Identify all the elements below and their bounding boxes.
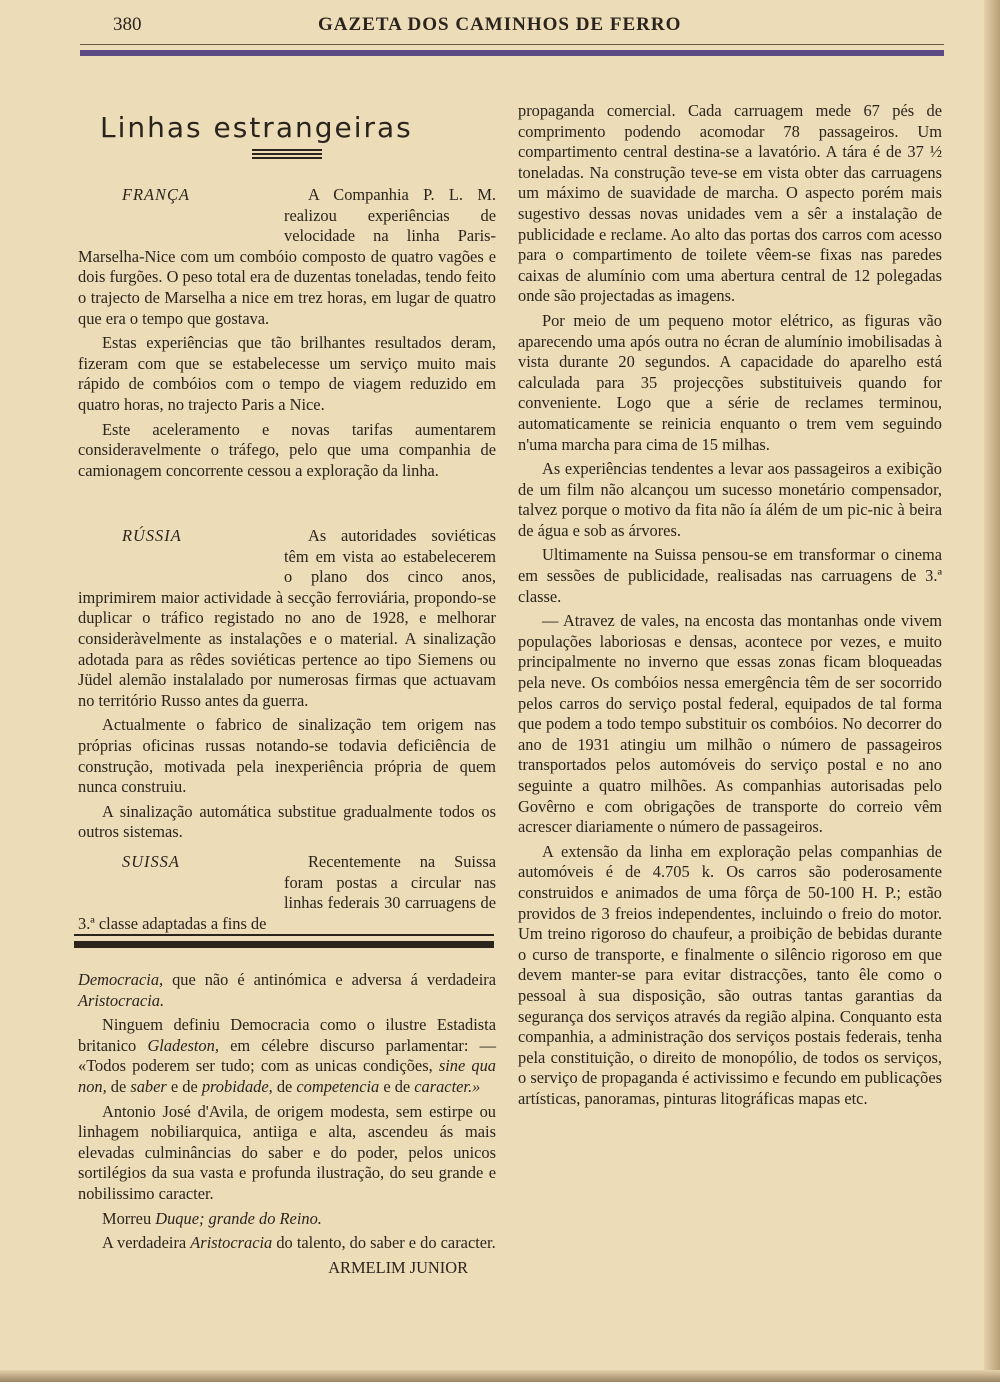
russia-paragraph-1: As autoridades soviéticas têm em vista ao estabelecerem o plano dos cinco anos, imprimirem maior actividade à secção ferroviária, propondo-se duplicar o tráfico registado no ano de 1928, e melhorar consideràvelmente as instalações e o material. A sinalização adotada para as rêdes soviéticas pertence ao tipo Siemens ou Jüdel alemão instalalado por numerosas firmas que actuavam no território Russo antes da guerra. bbox=[78, 526, 496, 710]
text-run: A verdadeira bbox=[102, 1233, 191, 1253]
right-paragraph-6: A extensão da linha em exploração pelas companhias de automóveis é de 4.705 k. Os carros são poderosamente construidos e animados de uma fôrça de 50-100 H. P.; estão providos de 3 freios independentes, incluindo o freio do motor. Um treino rigoroso do chaufeur, a proibição de bebidas durante o curso de transporte, e finalmente o silêncio rigoroso em que devem manter-se para evitar distracções, tanto êle como o pessoal à sua disposição, são outras tantas garantias da segurança dos serviços através da região alpina. Conquanto esta companhia, a administração dos serviços postais federais, tenha pela constituição, o direito de monopólio, de todos os serviços, o serviço de propaganda é activissimo e fecundo em publicações artísticas, panoramas, pinturas litográficas mapas etc. bbox=[518, 841, 942, 1108]
page-header bbox=[0, 0, 1000, 60]
italic-term: Democracia, bbox=[78, 970, 164, 989]
text-run: e de bbox=[166, 1076, 202, 1096]
right-paragraph-3: As experiências tendentes a levar aos passageiros a exibição de um film não alcançou um sucesso monetário compensador, talvez porque o motivo da fita não ía álém de um pic-nic à beira de água e sob as árvores. bbox=[518, 459, 942, 540]
article-democracia bbox=[78, 970, 496, 1278]
article-divider-rule bbox=[74, 934, 494, 952]
france-paragraph-2: Estas experiências que tão brilhantes resultados deram, fizeram com que se estabelecesse um serviço muito mais rápido de combóios com o tempo de viagem reduzido em quatro horas, no trajecto Paris a Nice. bbox=[78, 333, 496, 414]
text-run: Ninguem definiu Democracia como o ilustre Estadista britanico bbox=[78, 1015, 496, 1055]
journal-title: GAZETA DOS CAMINHOS DE FERRO bbox=[318, 14, 682, 35]
text-run: que não é antinómica e adversa á verdadeira bbox=[163, 970, 496, 989]
text-run: Morreu bbox=[102, 1208, 156, 1228]
text-run: em célebre discurso parlamentar: — «Todos poderem ser tudo; com as unicas condições, bbox=[78, 1035, 496, 1076]
page-number: 380 bbox=[113, 14, 142, 35]
right-paragraph-2: Por meio de um pequeno motor elétrico, as figuras vão aparecendo uma após outra no écran de alumínio imobilisadas à vista durante 20 segundos. A capacidade do aparelho está calculada para 35 projecções substituiveis quando for conveniente. Logo que a série de reclames terminou, automaticamente se reinicia enquanto o trem vem seguindo n'uma marcha para cima de 15 milhas. bbox=[518, 310, 942, 454]
article-russia bbox=[78, 526, 496, 843]
right-paragraph-1: propaganda comercial. Cada carruagem mede 67 pés de comprimento podendo acomodar 78 passageiros. Um compartimento central destina-se a lavatório. A tára é de 37 ½ toneladas. Na construção teve-se em vista obter das carruagens um máximo de suavidade de marcha. O aspecto porém mais sugestivo dessas novas unidades vem a sêr a instalação de publicidade e reclame. Ao alto das portas dos carros com acesso para o compartimento de toilete vêem-se fixas nas paredes caixas de alumínio com uma abertura central de 12 polegadas onde são projectadas as imagens. bbox=[518, 101, 942, 306]
suissa-paragraph-1: Recentemente na Suissa foram postas a circular nas linhas federais 30 carruagens de 3.ª classe adaptadas a fins de bbox=[78, 852, 496, 933]
page-bottom-shadow bbox=[0, 1370, 1000, 1382]
italic-term: sine qua non, bbox=[78, 1056, 496, 1096]
country-label-russia: RÚSSIA bbox=[122, 526, 182, 545]
democracia-paragraph-4 bbox=[78, 1209, 496, 1230]
country-label-france: FRANÇA bbox=[122, 185, 190, 204]
text-run: do talento, do saber e do caracter. bbox=[272, 1233, 496, 1253]
italic-term: caracter.» bbox=[414, 1076, 481, 1096]
italic-term: Gladeston, bbox=[147, 1035, 219, 1055]
country-label-suissa: SUISSA bbox=[122, 852, 180, 871]
democracia-paragraph-5 bbox=[78, 1233, 496, 1254]
italic-term: Aristocracia. bbox=[78, 990, 165, 1010]
france-paragraph-3: Este aceleramento e novas tarifas aumentarem consideravelmente o tráfego, pelo que uma companhia de camionagem concorrente cessou a exploração da linha. bbox=[78, 419, 496, 480]
section-title: Linhas estrangeiras bbox=[100, 110, 413, 144]
russia-paragraph-3: A sinalização automática substitue gradualmente todos os outros sistemas. bbox=[78, 801, 496, 842]
france-paragraph-1: A Companhia P. L. M. realizou experiências de velocidade na linha Paris-Marselha-Nice com um combóio composto de quatro vagões e dois furgões. O peso total era de duzentas toneladas, tendo feito o trajecto de Marselha a nice em trez horas, em lugar de quatro que era o tempo que gostava. bbox=[78, 185, 496, 328]
italic-term: probidade, bbox=[201, 1076, 273, 1096]
text-run: de bbox=[106, 1076, 131, 1096]
text-run: e de bbox=[379, 1076, 415, 1096]
democracia-paragraph-2 bbox=[78, 1015, 496, 1097]
italic-term: saber bbox=[130, 1076, 167, 1096]
author-signature: ARMELIM JUNIOR bbox=[328, 1257, 468, 1277]
democracia-paragraph-3: Antonio José d'Avila, de origem modesta, sem estirpe ou linhagem nobiliarquica, antiiga e alta, ascendeu ás mais elevadas culminâncias do saber e do poder, pelos unicos sortilégios da sua vasta e profunda ilustração, do seu grande e nobilissimo caracter. bbox=[78, 1101, 496, 1203]
italic-term: Duque; grande do Reino. bbox=[155, 1208, 322, 1228]
italic-term: competencia bbox=[296, 1076, 380, 1096]
page-edge-shadow bbox=[984, 0, 1000, 1382]
right-paragraph-5: — Atravez de vales, na encosta das montanhas onde vivem populações laboriosas e densas, acontece por vezes, e muito principalmente no inverno que essas zonas ficam bloqueadas pela neve. Os combóios nessa emergência têm de ser socorrido pelos carros do serviço postal federal, equipados de tal forma que podem a todo tempo substituir os combóios. No decorrer do ano de 1931 atingiu um milhão o número de passageiros transportados pelos automóveis do serviço postal e no ano seguinte a quatro milhões. As companhias autorisadas pelo Govêrno e com obrigações de transporte do correio vêm acrescer diariamente o número de passageiros. bbox=[518, 611, 942, 837]
italic-term: Aristocracia bbox=[190, 1233, 273, 1253]
right-paragraph-4: Ultimamente na Suissa pensou-se em transformar o cinema em sessões de publicidade, realisadas nas carruagens de 3.ª classe. bbox=[518, 545, 942, 606]
russia-paragraph-2: Actualmente o fabrico de sinalização tem origem nas próprias oficinas russas notando-se todavia deficiência de construção, motivada pela inexperiência própria de quem nunca construiu. bbox=[78, 715, 496, 797]
title-ornament-rule bbox=[252, 149, 322, 161]
article-suissa bbox=[78, 852, 496, 934]
article-continuation-column bbox=[518, 101, 942, 1110]
article-france bbox=[78, 185, 496, 481]
text-run: de bbox=[272, 1076, 297, 1096]
header-rule bbox=[80, 44, 944, 55]
